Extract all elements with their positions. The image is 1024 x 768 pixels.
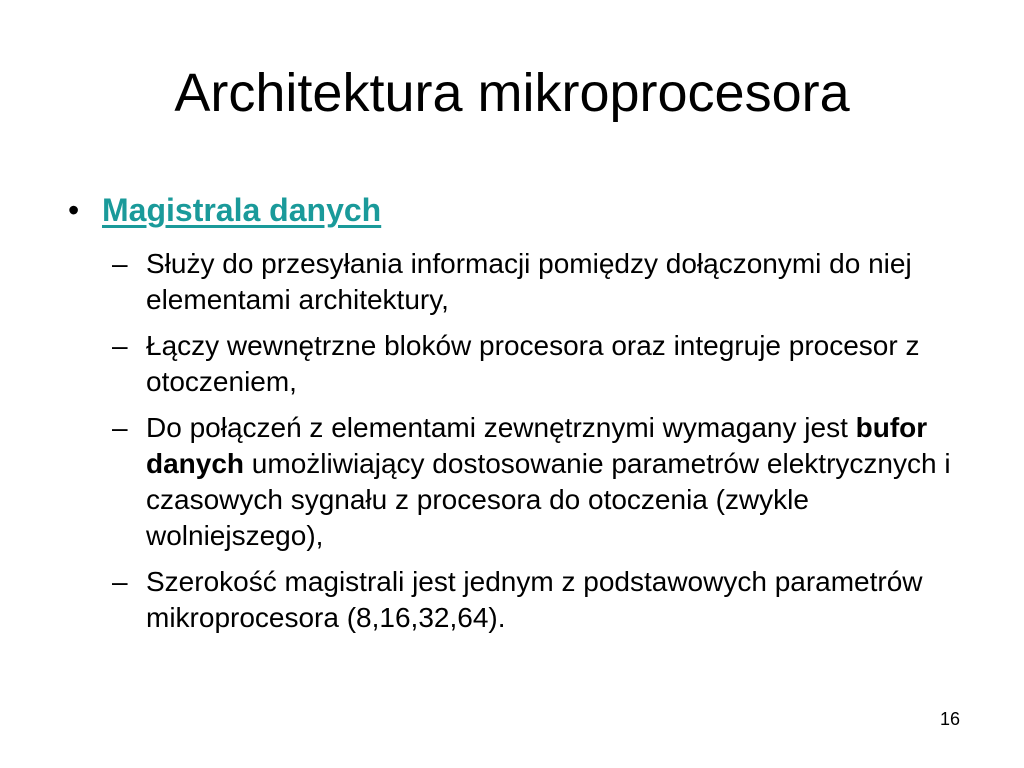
dash-marker: – <box>112 330 128 361</box>
page-number: 16 <box>939 709 960 729</box>
slide-title: Architektura mikroprocesora <box>174 63 850 123</box>
sub-bullet-text: Szerokość magistrali jest jednym z podstawowych parametrów mikroprocesora (8,16,32,64). <box>146 566 923 633</box>
sub-bullet-item <box>112 246 962 318</box>
bullet-marker: • <box>68 192 80 228</box>
sub-bullet-item <box>112 410 962 554</box>
dash-marker: – <box>112 412 128 443</box>
sub-bullet-text: Służy do przesyłania informacji pomiędzy dołączonymi do niej elementami architektury, <box>146 248 912 315</box>
dash-marker: – <box>112 566 128 597</box>
sub-bullet-text-after: umożliwiający dostosowanie parametrów elektrycznych i czasowych sygnału z procesora do otoczenia (zwykle wolniejszego), <box>146 448 951 551</box>
section-heading-link[interactable]: Magistrala danych <box>102 192 382 228</box>
bullet-section-heading <box>68 190 968 230</box>
sub-bullet-item <box>112 564 962 636</box>
sub-bullet-item <box>112 328 962 400</box>
dash-marker: – <box>112 248 128 279</box>
sub-bullet-text: Łączy wewnętrzne bloków procesora oraz integruje procesor z otoczeniem, <box>146 330 920 397</box>
bold-term: bufor danych <box>146 412 928 479</box>
sub-bullet-text <box>146 410 962 554</box>
sub-bullet-list <box>112 246 962 646</box>
sub-bullet-text-before: Do połączeń z elementami zewnętrznymi wymagany jest <box>146 412 856 443</box>
